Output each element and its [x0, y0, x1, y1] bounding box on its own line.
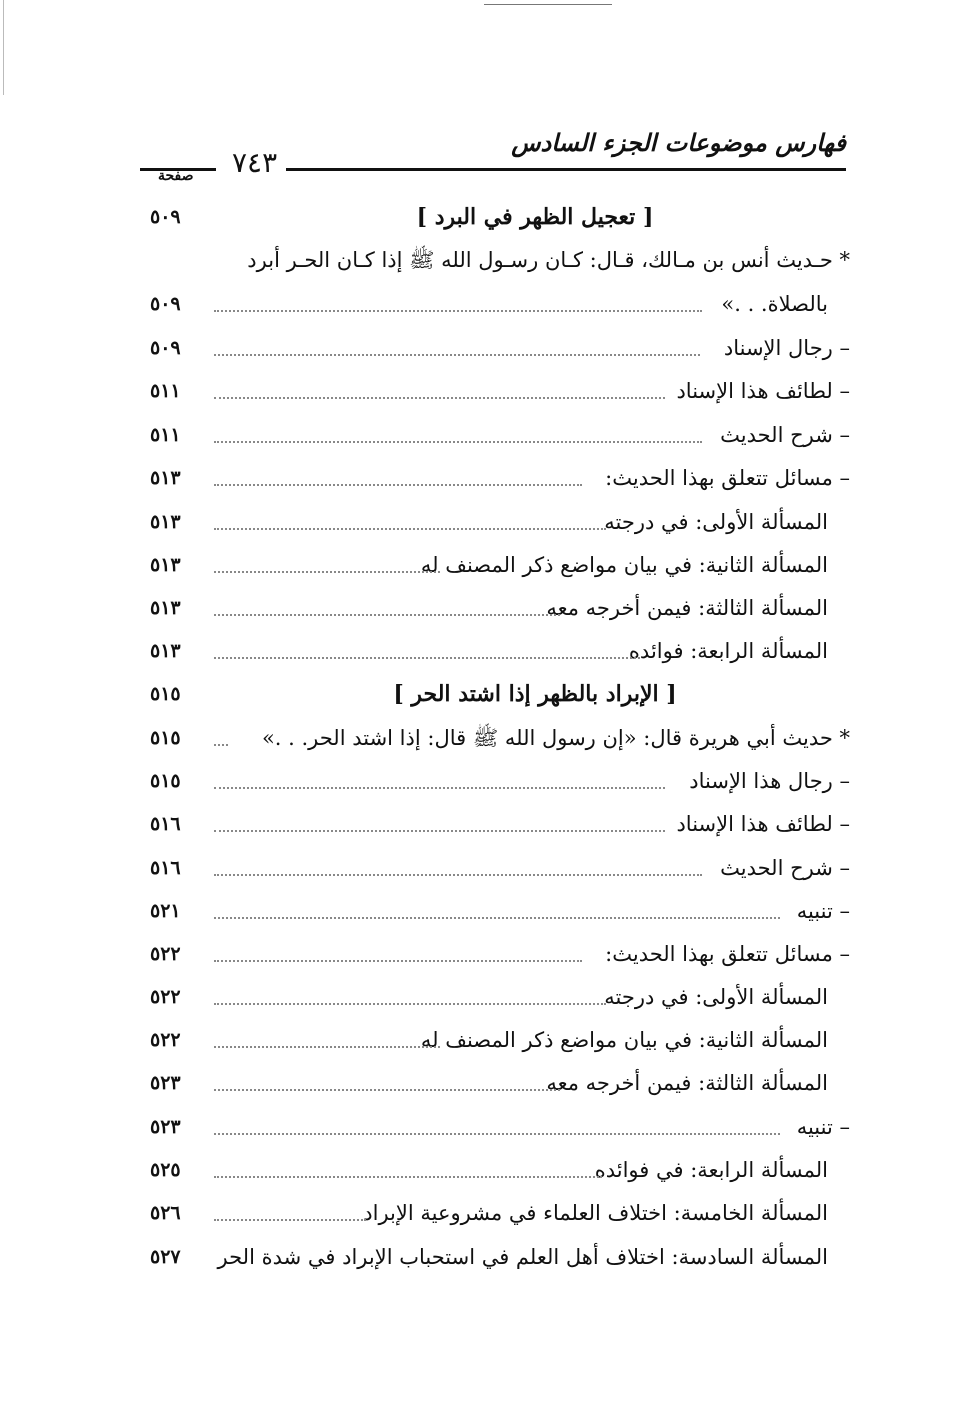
leader-dots — [214, 1046, 440, 1048]
toc-entry-text: المسألة الأولى: في درجته — [604, 985, 828, 1009]
toc-entry — [150, 458, 850, 498]
toc-entry-page: ٥٠٩ — [150, 206, 181, 228]
toc-entry — [150, 1150, 850, 1190]
toc-entry-text: المسألة الرابعة: في فوائده — [594, 1158, 828, 1182]
toc-entry-text: المسألة الثانية: في بيان مواضع ذكر المصنف له — [420, 553, 828, 577]
leader-dots — [214, 657, 640, 659]
toc-entry-page: ٥٢٢ — [150, 943, 181, 965]
leader-dots — [214, 354, 700, 356]
leader-dots — [214, 310, 702, 312]
leader-dots — [214, 874, 702, 876]
toc-entry — [150, 1193, 850, 1233]
toc-entry-page: ٥١٥ — [150, 683, 181, 705]
toc-entry — [150, 284, 850, 324]
toc-entry-page: ٥١٥ — [150, 727, 181, 749]
toc-entry-page: ٥١٣ — [150, 554, 181, 576]
leader-dots — [214, 571, 440, 573]
toc-entry — [150, 328, 850, 368]
toc-entry — [150, 502, 850, 542]
toc-entry-page: ٥٢٣ — [150, 1116, 181, 1138]
leader-dots — [214, 484, 582, 486]
toc-entry-page: ٥٢٧ — [150, 1246, 181, 1268]
toc-entry-text: بالصلاة. . .» — [721, 292, 828, 316]
toc-entry — [150, 1063, 850, 1103]
toc-entry-text: * حـديث أنس بن مـالك، قـال: كـان رسـول الله ﷺ إذا كـان الحـر أبرد — [247, 248, 850, 272]
toc-entry-page: ٥٢٥ — [150, 1159, 181, 1181]
toc-entry-text: – لطائف هذا الإسناد — [676, 379, 850, 403]
toc-entry-text: [ تعجيل الظهر في البرد ] — [416, 204, 654, 230]
leader-dots — [214, 441, 702, 443]
toc-entry-page: ٥١٣ — [150, 640, 181, 662]
toc-entry — [150, 718, 850, 758]
page-column-label: صفحة — [158, 168, 194, 184]
toc-entry-text: – مسائل تتعلق بهذا الحديث: — [605, 466, 850, 490]
toc-entry-text: – مسائل تتعلق بهذا الحديث: — [605, 942, 850, 966]
leader-dots — [214, 1133, 780, 1135]
toc-entry-page: ٥١٣ — [150, 467, 181, 489]
toc-entry-page: ٥٠٩ — [150, 293, 181, 315]
toc-section-heading — [150, 674, 850, 714]
page-number: ٧٤٣ — [232, 146, 278, 179]
toc-entry — [150, 804, 850, 844]
toc-entry — [150, 371, 850, 411]
toc-entry-text: المسألة الثالثة: فيمن أخرجه معه — [546, 1071, 828, 1095]
toc-entry-page: ٥٢٢ — [150, 1029, 181, 1051]
toc-entry — [150, 1237, 850, 1277]
toc-entry-text: المسألة الثالثة: فيمن أخرجه معه — [546, 596, 828, 620]
leader-dots — [214, 917, 780, 919]
leader-dots — [214, 960, 582, 962]
toc-entry-text: – رجال الإسناد — [723, 336, 850, 360]
toc-entry — [150, 631, 850, 671]
leader-dots — [214, 830, 665, 832]
toc-entry-page: ٥٢٦ — [150, 1202, 181, 1224]
toc-entry — [150, 240, 850, 280]
toc-entry — [150, 415, 850, 455]
toc-entry-text: – شرح الحديث — [720, 856, 850, 880]
toc-entry-page: ٥١١ — [150, 380, 181, 402]
toc-entry — [150, 934, 850, 974]
toc-entry-page: ٥١٦ — [150, 857, 181, 879]
toc-entry — [150, 848, 850, 888]
toc-entry — [150, 891, 850, 931]
toc-entry-text: – شرح الحديث — [720, 423, 850, 447]
toc-entry-page: ٥١٥ — [150, 770, 181, 792]
toc-entry-text: – لطائف هذا الإسناد — [676, 812, 850, 836]
leader-dots — [214, 787, 665, 789]
toc-entry-text: المسألة الثانية: في بيان مواضع ذكر المصنف له — [420, 1028, 828, 1052]
toc-entry-page: ٥١١ — [150, 424, 181, 446]
leader-dots — [214, 744, 228, 746]
toc-entry-page: ٥٢١ — [150, 900, 181, 922]
toc-entry-page: ٥٢٢ — [150, 986, 181, 1008]
leader-dots — [214, 1219, 366, 1221]
toc-entry-text: المسألة الرابعة: فوائده — [628, 639, 828, 663]
toc-entry — [150, 977, 850, 1017]
toc-entry — [150, 588, 850, 628]
running-title: فهارس موضوعات الجزء السادس — [511, 128, 846, 157]
toc-entry-text: المسألة الأولى: في درجته — [604, 510, 828, 534]
toc-entry — [150, 1020, 850, 1060]
toc-entry-text: – رجال هذا الإسناد — [689, 769, 850, 793]
toc-entry — [150, 545, 850, 585]
toc-entry-page: ٥١٣ — [150, 511, 181, 533]
toc-section-heading — [150, 197, 850, 237]
toc-entry-page: ٥٢٣ — [150, 1072, 181, 1094]
toc-entry-text: – تنبيه — [796, 899, 850, 923]
leader-dots — [214, 1176, 602, 1178]
toc-entry-page: ٥١٣ — [150, 597, 181, 619]
toc-entry-text: * حديث أبي هريرة قال: «إن رسول الله ﷺ قال: إذا اشتد الحر. . .» — [261, 726, 850, 750]
leader-dots — [214, 397, 665, 399]
toc-entry — [150, 761, 850, 801]
leader-dots — [214, 528, 606, 530]
toc-entry-text: المسألة الخامسة: اختلاف العلماء في مشروعية الإبراد — [363, 1201, 828, 1225]
toc-entry-page: ٥٠٩ — [150, 337, 181, 359]
leader-dots — [214, 1003, 606, 1005]
toc-entry-text: المسألة السادسة: اختلاف أهل العلم في استحباب الإبراد في شدة الحر — [217, 1245, 828, 1269]
toc-entry-text: – تنبيه — [796, 1115, 850, 1139]
toc-entry — [150, 1107, 850, 1147]
toc-entry-text: [ الإبراد بالظهر إذا اشتد الحر ] — [393, 681, 677, 707]
leader-dots — [214, 614, 560, 616]
toc-entry-page: ٥١٦ — [150, 813, 181, 835]
leader-dots — [214, 1089, 560, 1091]
